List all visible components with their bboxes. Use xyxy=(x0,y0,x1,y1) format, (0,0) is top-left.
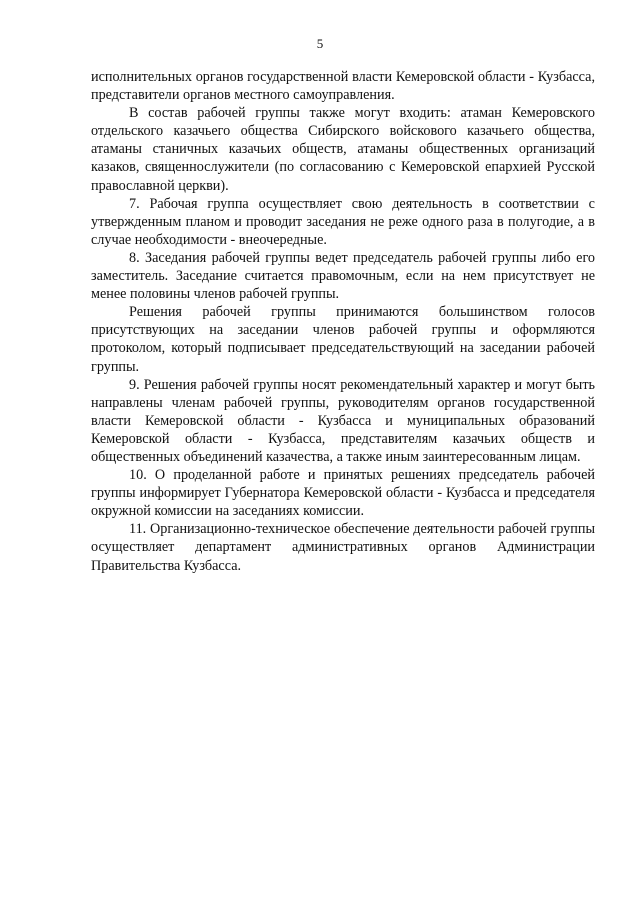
paragraph-item-11: 11. Организационно-техническое обеспечение деятельности рабочей группы осуществляет департамент административных органов Администрации Правительства Кузбасса. xyxy=(91,521,595,574)
page-number: 5 xyxy=(316,36,324,51)
paragraph-continuation: исполнительных органов государственной власти Кемеровской области - Кузбасса, представители органов местного самоуправления. xyxy=(91,69,595,104)
paragraph-decisions: Решения рабочей группы принимаются большинством голосов присутствующих на заседании членов рабочей группы и оформляются протоколом, который подписывает председательствующий на заседании рабочей группы. xyxy=(91,304,595,375)
document-body xyxy=(91,68,595,575)
paragraph-item-7: 7. Рабочая группа осуществляет свою деятельность в соответствии с утвержденным планом и проводит заседания не реже одного раза в полугодие, а в случае необходимости - внеочередные. xyxy=(91,195,595,248)
paragraph-item-10: 10. О проделанной работе и принятых решениях председатель рабочей группы информирует Губернатора Кемеровской области - Кузбасса и председателя окружной комиссии на заседаниях комиссии. xyxy=(91,467,595,520)
paragraph-item-9: 9. Решения рабочей группы носят рекомендательный характер и могут быть направлены членам рабочей группы, руководителям органов государственной власти Кемеровской области - Кузбасса и муниципальных образований Кемеровской области - Кузбасса, представителям казачьих обществ и общественных объединений казачества, а также иным заинтересованным лицам. xyxy=(91,376,595,465)
paragraph-composition: В состав рабочей группы также могут входить: атаман Кемеровского отдельского казачьего общества Сибирского войскового казачьего общества, атаманы станичных казачьих обществ, атаманы общественных организаций казаков, священнослужители (по согласованию с Кемеровской епархией Русской православной церкви). xyxy=(91,105,595,194)
paragraph-item-8: 8. Заседания рабочей группы ведет председатель рабочей группы либо его заместитель. Заседание считается правомочным, если на нем присутствует не менее половины членов рабочей группы. xyxy=(91,249,595,303)
